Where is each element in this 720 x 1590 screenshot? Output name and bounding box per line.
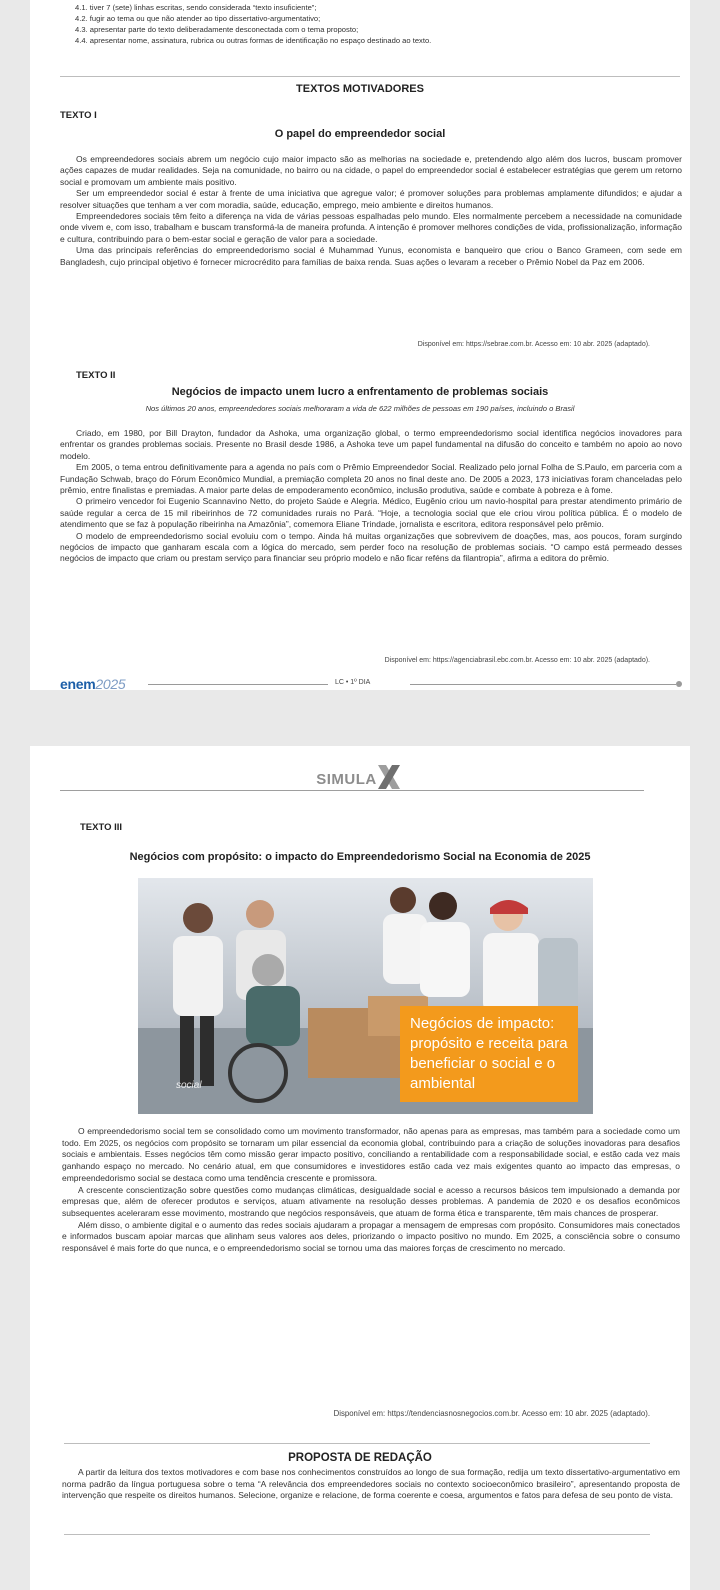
rules-list	[75, 2, 675, 46]
simulax-logo-text: SIMULA	[316, 771, 377, 788]
divider	[64, 1534, 650, 1535]
divider	[60, 76, 680, 77]
paragraph: Uma das principais referências do empreendedorismo social é Muhammad Yunus, economista e banqueiro que criou o Banco Grameen, com sede em Bangladesh, cujo principal objetivo é fornecer microcrédito para famílias de baixa renda. Suas ações o levaram a receber o Prêmio Nobel da Paz em 2006.	[60, 245, 682, 267]
texto-2-title: Negócios de impacto unem lucro a enfrentamento de problemas sociais	[171, 386, 549, 398]
divider	[60, 790, 644, 791]
footer-day-label: LC • 1º DIA	[335, 679, 371, 686]
paragraph: Em 2005, o tema entrou definitivamente para a agenda no país com o Prêmio Empreendedor Social. Realizado pelo jornal Folha de S.Paulo, em parceria com a Fundação Schwab, braço do Fórum Econômico Mundial, a premiação completa 20 anos no final deste ano. De 2005 a 2023, 173 iniciativas foram chanceladas pelo prêmio, entre finalistas e premiadas. A maior parte delas de empoderamento econômico, inclusão produtiva, saúde e combate à pobreza e à fome.	[60, 462, 682, 496]
texto-3-source: Disponível em: https://tendenciasnosnegocios.com.br. Acesso em: 10 abr. 2025 (adaptado).	[333, 1409, 650, 1418]
paragraph: A partir da leitura dos textos motivadores e com base nos conhecimentos construídos ao longo de sua formação, redija um texto dissertativo-argumentativo em norma padrão da língua portuguesa sobre o tema “A relevância dos empreendedores sociais no contexto socioeconômico brasileiro”, apresentando proposta de intervenção que respeite os direitos humanos. Selecione, organize e relacione, de forma coerente e coesa, argumentos e fatos para defesa de seu ponto de vista.	[62, 1467, 680, 1501]
proposal-title: PROPOSTA DE REDAÇÃO	[288, 1452, 432, 1464]
enem-logo: enem2025	[60, 676, 126, 692]
divider	[64, 1443, 650, 1444]
volunteers-photo	[138, 878, 593, 1114]
simulax-logo	[30, 762, 690, 797]
rule-item: 4.3. apresentar parte do texto deliberadamente desconectada com o tema proposto;	[75, 25, 359, 34]
texto-3-body	[62, 1126, 680, 1255]
image-caption: Negócios de impacto: propósito e receita para beneficiar o social e o ambiental	[400, 1006, 578, 1102]
paragraph: Ser um empreendedor social é estar à frente de uma iniciativa que agregue valor; é promover soluções para problemas amplamente difundidos; e ajudar a resolver situações que tenham a ver com moradia, saúde, educação, emprego, meio ambiente e direitos humanos.	[60, 188, 682, 210]
footer-line	[410, 684, 676, 685]
rule-item: 4.2. fugir ao tema ou que não atender ao tipo dissertativo-argumentativo;	[75, 14, 321, 23]
rule-item: 4.4. apresentar nome, assinatura, rubrica ou outras formas de identificação no espaço destinado ao texto.	[75, 36, 432, 45]
texto-1-label: TEXTO I	[60, 110, 97, 121]
paragraph: Empreendedores sociais têm feito a diferença na vida de várias pessoas espalhadas pelo mundo. Eles normalmente percebem a necessidade na comunidade onde vivem e, com isso, trabalham e buscam transformá-la de maneira profunda. A intenção é promover melhores condições de vida, profissionalização, informação e cultura, contribuindo para o bem-estar social e geração de valor para a sociedade.	[60, 211, 682, 244]
paragraph: Os empreendedores sociais abrem um negócio cujo maior impacto são as melhorias na sociedade e, pretendendo algo além dos lucros, buscam promover ações capazes de mudar realidades. Seja na comunidade, no bairro ou na cidade, o papel do empreendedor social é estabelecer estratégias que gerem um retorno social e promovam um ambiente mais positivo.	[60, 154, 682, 187]
x-logo-icon	[374, 762, 404, 797]
motivators-title: TEXTOS MOTIVADORES	[296, 83, 424, 95]
texto-2-source: Disponível em: https://agenciabrasil.ebc.com.br. Acesso em: 10 abr. 2025 (adaptado).	[384, 657, 650, 664]
rule-item: 4.1. tiver 7 (sete) linhas escritas, sendo considerada “texto insuficiente”;	[75, 3, 317, 12]
footer-dot	[676, 681, 682, 687]
texto-1-source: Disponível em: https://sebrae.com.br. Acesso em: 10 abr. 2025 (adaptado).	[417, 341, 650, 348]
texto-1-title: O papel do empreendedor social	[274, 128, 446, 140]
footer-line	[148, 684, 328, 685]
texto-2-body	[60, 428, 682, 565]
texto-3-label: TEXTO III	[80, 822, 123, 833]
texto-2-subtitle: Nos últimos 20 anos, empreendedores sociais melhoraram a vida de 622 milhões de pessoas em 190 países, incluindo o Brasil	[145, 404, 575, 413]
photo-logo: social	[176, 1080, 202, 1091]
texto-1-body	[60, 154, 682, 268]
paragraph: O empreendedorismo social tem se consolidado como um movimento transformador, não apenas para as empresas, mas também para a sociedade como um todo. Em 2025, os negócios com propósito se tornaram um pilar essencial da economia global, contribuindo para a criação de soluções inovadoras para desafios sociais e ambientais. Esses negócios têm como missão gerar impacto positivo, conciliando a rentabilidade com a responsabilidade social, e estão cada vez mais ganhando espaço no mercado. No cenário atual, em que consumidores e investidores estão cada vez mais exigentes quanto ao impacto das empresas, o empreendedorismo social se destaca como uma tendência crescente e promissora.	[62, 1126, 680, 1183]
exam-page-1	[30, 0, 690, 690]
paragraph: A crescente conscientização sobre questões como mudanças climáticas, desigualdade social e acesso a recursos básicos tem impulsionado a demanda por empresas que, além de oferecer produtos e serviços, atuam ativamente na resolução desses problemas. A pandemia de 2020 e os desafios econômicos subsequentes aceleraram esse movimento, mostrando que negócios responsáveis, que atuam de forma ética e transparente, têm mais chances de prosperar.	[62, 1184, 680, 1218]
exam-page-2	[30, 746, 690, 1590]
paragraph: Criado, em 1980, por Bill Drayton, fundador da Ashoka, uma organização global, o termo empreendedorismo social identifica negócios inovadores para enfrentar os grandes problemas sociais. Presente no Brasil desde 1986, a Ashoka teve um papel fundamental na difusão do conceito e também no apoio ao novo modelo.	[60, 428, 682, 461]
page-footer	[60, 676, 682, 692]
paragraph: O primeiro vencedor foi Eugenio Scannavino Netto, do projeto Saúde e Alegria. Médico, Eugênio criou um navio-hospital para prestar atendimento primário de saúde regular a cerca de 15 mil ribeirinhos de 72 comunidades rurais no Pará. “Hoje, a tecnologia social que ele criou virou política pública. É o modelo de atendimento que se faz à população ribeirinha na Amazônia”, comemora Eliane Trindade, jornalista e escritora, editora responsável pelo prêmio.	[60, 496, 682, 530]
paragraph: Além disso, o ambiente digital e o aumento das redes sociais ajudaram a propagar a mensagem de empresas com propósito. Consumidores mais conectados e informados buscam apoiar marcas que alinham seus valores aos deles, priorizando o impacto positivo no mundo. Em 2025, a consciência sobre o consumo responsável é mais forte do que nunca, e o empreendedorismo social se tornou uma das maiores forças de crescimento no mercado.	[62, 1219, 680, 1254]
proposal-text	[62, 1467, 680, 1502]
paragraph: O modelo de empreendedorismo social evoluiu com o tempo. Ainda há muitas organizações que sobrevivem de doações, mas, aos poucos, foram surgindo negócios de impacto que ganharam escala com a lógica do mercado, sem perder foco na resolução de problemas sociais. “O campo está permeado desses negócios de impacto que criam ou prestam serviço para financiar seu próprio modelo e não ficar reféns da filantropia”, afirma a editora do prêmio.	[60, 530, 682, 564]
texto-3-title: Negócios com propósito: o impacto do Empreendedorismo Social na Economia de 2025	[129, 851, 591, 863]
texto-2-label: TEXTO II	[76, 370, 116, 381]
